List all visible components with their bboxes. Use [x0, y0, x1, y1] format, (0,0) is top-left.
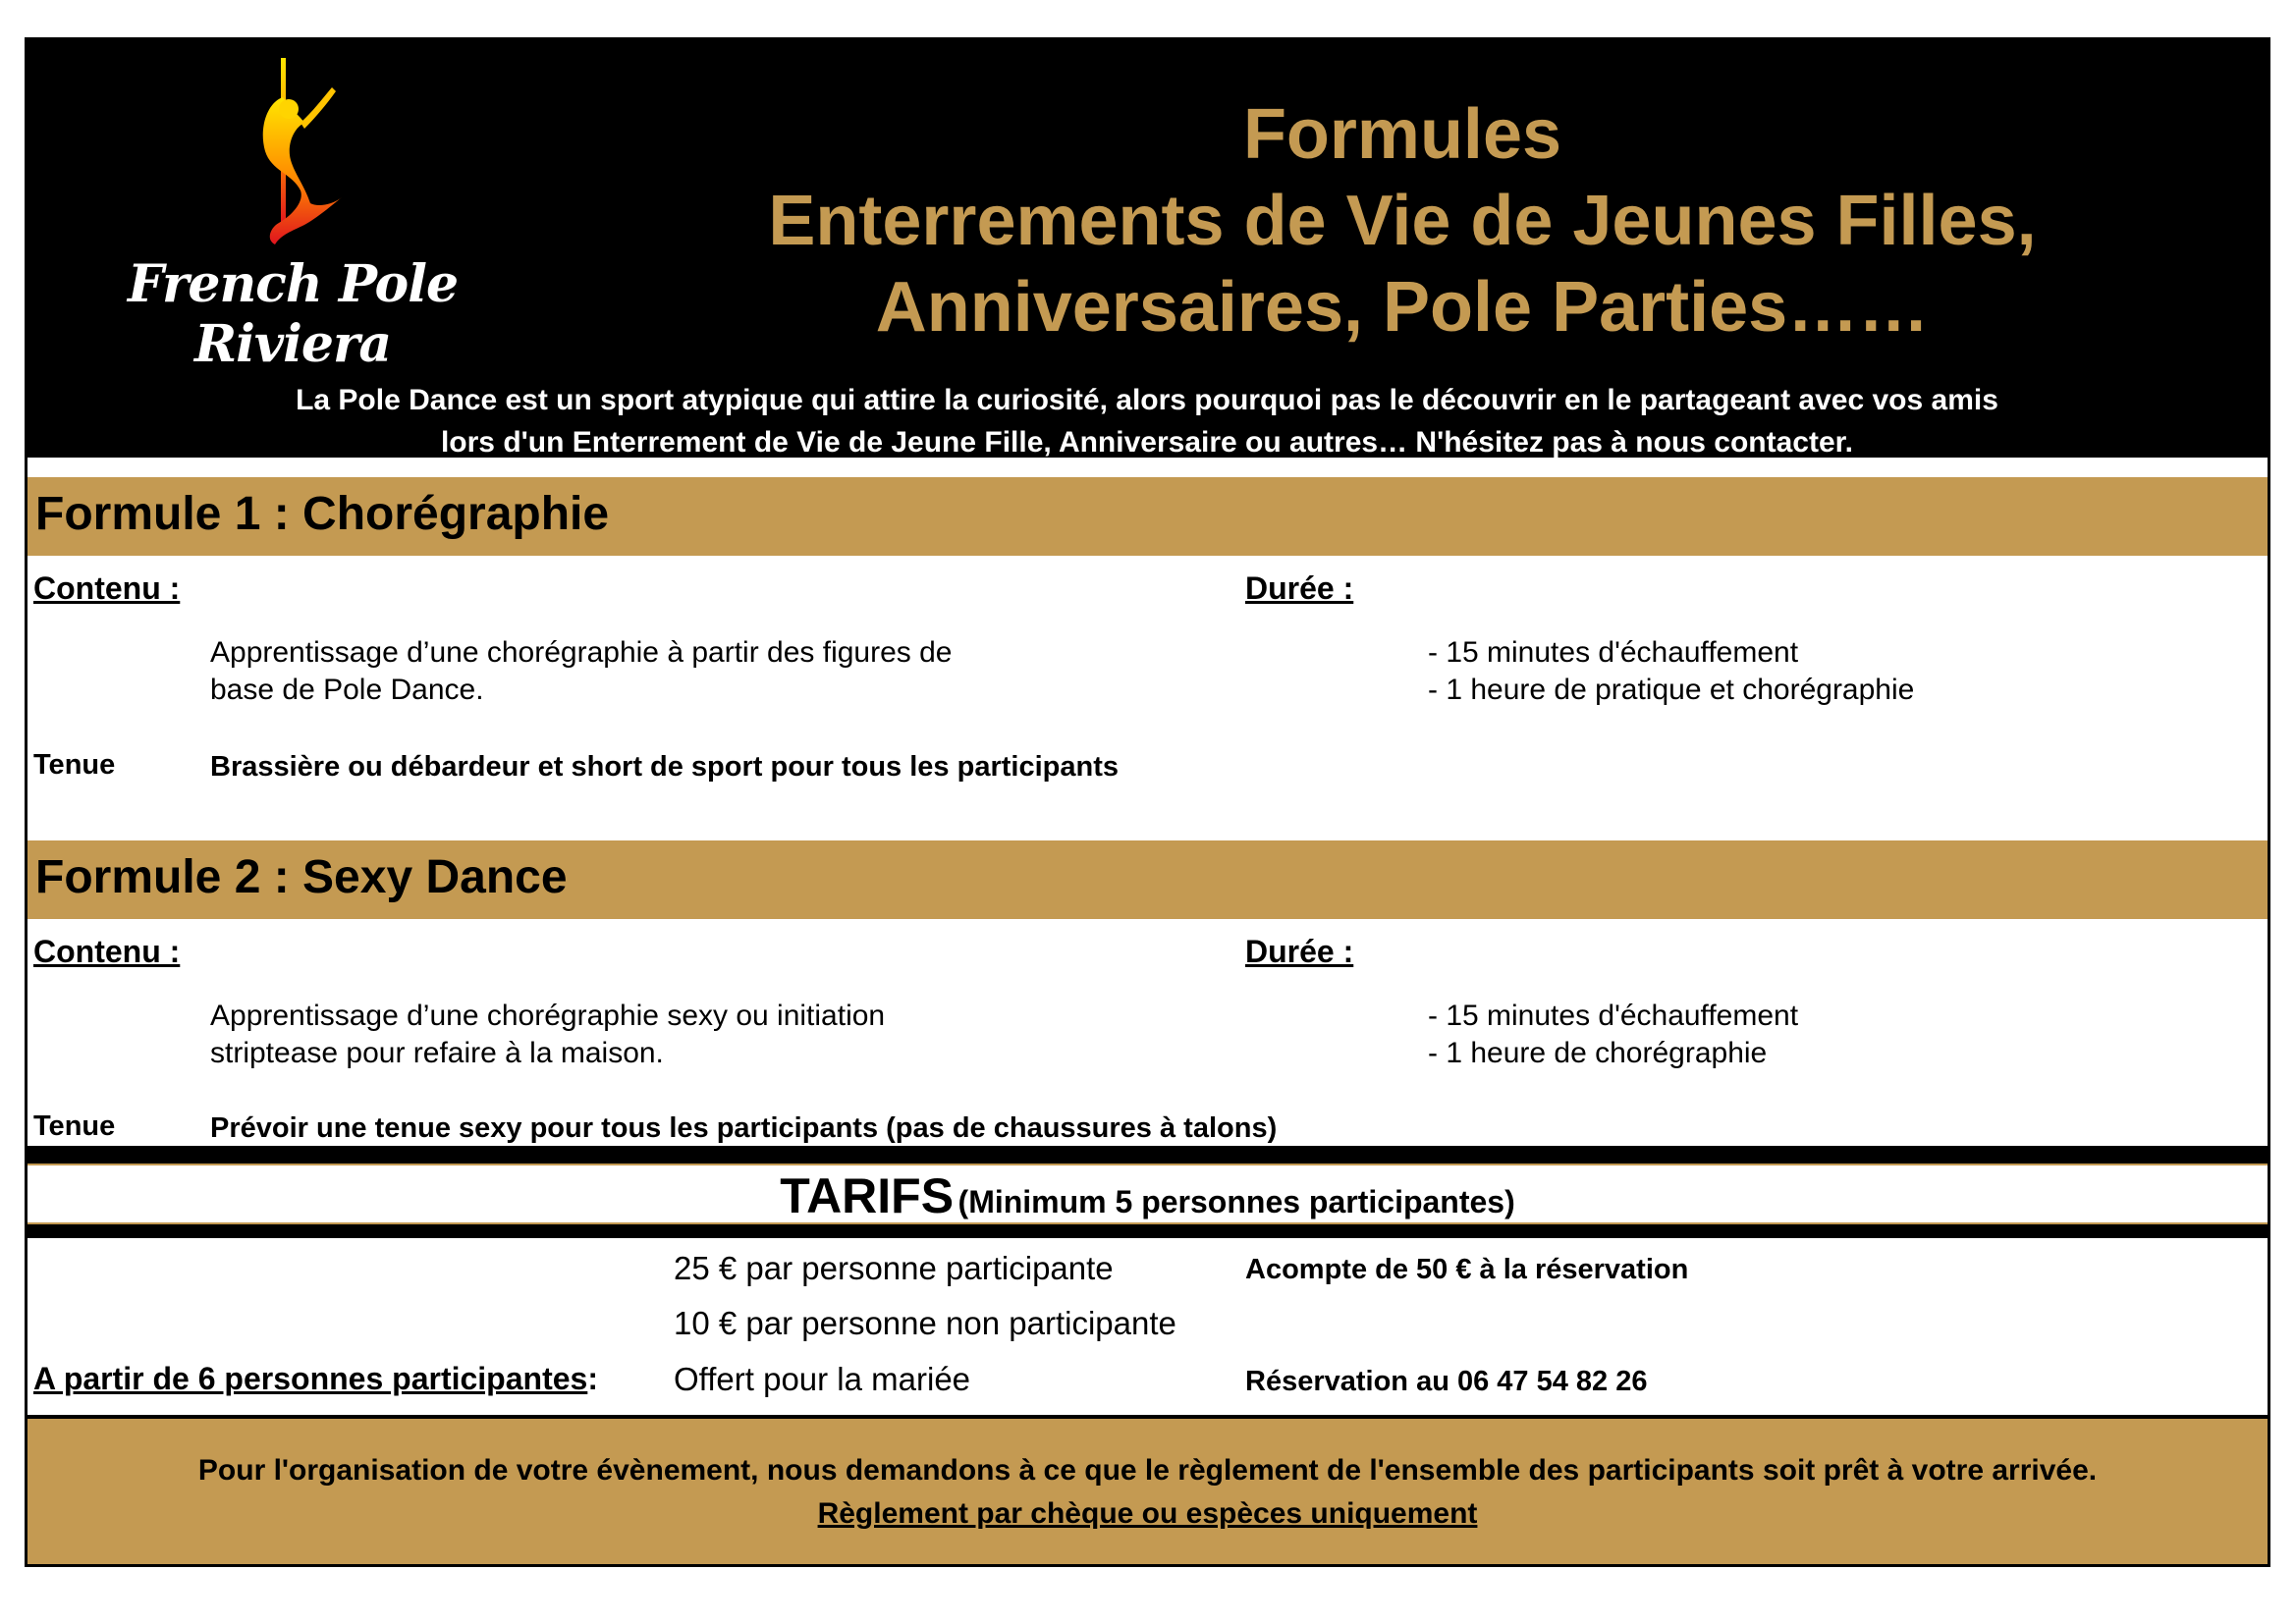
intro-line-1: La Pole Dance est un sport atypique qui attire la curiosité, alors pourquoi pas le découvrir en le partageant avec vos amis: [296, 384, 1998, 416]
tarifs-header: [27, 1164, 2268, 1224]
formula2-title: Formule 2 : Sexy Dance: [35, 851, 568, 903]
footer: [27, 1415, 2268, 1567]
footer-line-1: Pour l'organisation de votre évènement, nous demandons à ce que le règlement de l'ensemble des participants soit prêt à votre arrivée.: [197, 1454, 2098, 1487]
divider: [27, 1224, 2268, 1238]
formula2-outfit-text: Prévoir une tenue sexy pour tous les participants (pas de chaussures à talons): [210, 1112, 1278, 1144]
formula1-outfit-label: Tenue: [33, 749, 116, 781]
formula2-duration-line-2: - 1 heure de chorégraphie: [1428, 1037, 1768, 1069]
group-label-text: A partir de 6 personnes participantes: [33, 1361, 588, 1396]
tarifs-label: TARIFS: [780, 1168, 955, 1223]
reservation-phone: Réservation au 06 47 54 82 26: [1245, 1366, 1648, 1397]
formula1-duration-line-1: - 15 minutes d'échauffement: [1428, 636, 1799, 669]
tarifs-title: [27, 1167, 2268, 1224]
formula2-outfit-label: Tenue: [33, 1110, 116, 1142]
title-line-1: Formules: [1242, 95, 1562, 174]
formula1-content-line-2: base de Pole Dance.: [210, 674, 484, 706]
footer-line-2: Règlement par chèque ou espèces uniquement: [817, 1497, 1478, 1530]
formula1-duration-line-2: - 1 heure de pratique et chorégraphie: [1428, 674, 1915, 706]
formula1-duration-label: Durée :: [1245, 570, 1354, 606]
formula1-content-label: Contenu :: [33, 570, 181, 606]
title-line-3: Anniversaires, Pole Parties……: [875, 268, 1930, 347]
group-label-suffix: :: [587, 1361, 598, 1396]
flyer: [25, 37, 2270, 1567]
intro-text: [86, 379, 2208, 463]
tarifs-subtitle: (Minimum 5 personnes participantes): [957, 1184, 1515, 1219]
deposit-info: Acompte de 50 € à la réservation: [1245, 1254, 1689, 1285]
divider: [27, 1146, 2268, 1164]
formula1-header: [27, 477, 2268, 556]
formula2-header: [27, 840, 2268, 919]
group-label: [33, 1361, 598, 1397]
group-offer: Offert pour la mariée: [674, 1361, 971, 1397]
page-title: [577, 91, 2227, 351]
price-non-participant: 10 € par personne non participante: [674, 1305, 1176, 1341]
intro-line-2: lors d'un Enterrement de Vie de Jeune Fille, Anniversaire ou autres… N'hésitez pas à nous contacter.: [440, 426, 1854, 459]
title-line-2: Enterrements de Vie de Jeunes Filles,: [768, 182, 2037, 260]
formula1-title: Formule 1 : Chorégraphie: [35, 488, 610, 540]
formula2-content-label: Contenu :: [33, 934, 181, 969]
formula1-outfit-text: Brassière ou débardeur et short de sport pour tous les participants: [210, 751, 1119, 783]
price-participant: 25 € par personne participante: [674, 1250, 1114, 1286]
formula2-content-line-2: striptease pour refaire à la maison.: [210, 1037, 664, 1069]
formula2-content-line-1: Apprentissage d’une chorégraphie sexy ou initiation: [210, 1000, 886, 1032]
formula2-duration-line-1: - 15 minutes d'échauffement: [1428, 1000, 1799, 1032]
pole-dancer-icon: [47, 58, 538, 274]
brand-name: French Pole Riviera: [127, 254, 459, 374]
logo: [47, 58, 538, 402]
formula1-content-line-1: Apprentissage d’une chorégraphie à partir des figures de: [210, 636, 953, 669]
header: [27, 40, 2268, 458]
formula2-duration-label: Durée :: [1245, 934, 1354, 969]
